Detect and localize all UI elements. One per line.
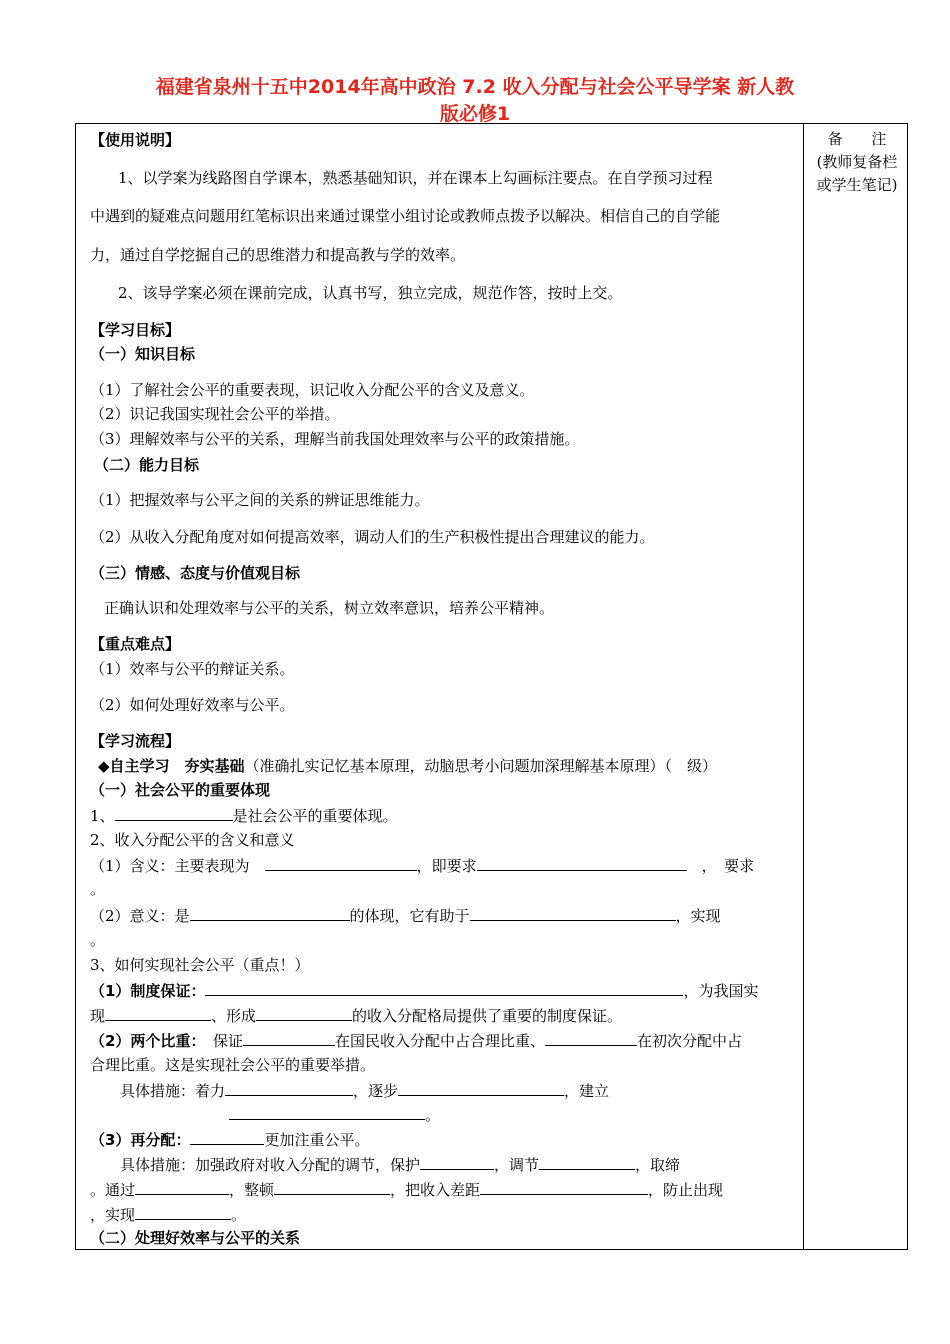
list-item: （2）识记我国实现社会公平的举措。 (90, 405, 340, 423)
answer-blank[interactable] (135, 1204, 231, 1220)
list-item: 正确认识和处理效率与公平的关系，树立效率意识，培养公平精神。 (104, 599, 555, 617)
answer-blank[interactable] (256, 1005, 352, 1021)
text-run: ，逐步 (353, 1082, 399, 1100)
answer-blank[interactable] (190, 905, 350, 921)
fill-line (90, 1030, 790, 1051)
title-line-1: 福建省泉州十五中2014年高中政治 7.2 收入分配与社会公平导学案 新人教 (155, 76, 795, 98)
fill-line (90, 1129, 790, 1150)
section-heading-flow: 【学习流程】 (90, 732, 181, 750)
list-item: （1）了解社会公平的重要表现，识记收入分配公平的含义及意义。 (90, 381, 535, 399)
answer-blank[interactable] (190, 1129, 264, 1145)
fill-line (90, 855, 790, 876)
text-run: ，调节 (494, 1156, 540, 1174)
answer-blank[interactable] (470, 905, 676, 921)
subheading-knowledge: （一）知识目标 (90, 345, 196, 363)
answer-blank[interactable] (135, 1179, 229, 1195)
answer-blank[interactable] (229, 1104, 425, 1120)
text-run: 的体现，它有助于 (349, 907, 470, 925)
text-run: （1）含义：主要表现为 (90, 857, 250, 875)
text-run: ， 要求 (701, 857, 755, 875)
notes-column (805, 124, 909, 197)
worksheet-table (75, 123, 908, 1250)
text-run: ，整顿 (229, 1181, 275, 1199)
answer-blank[interactable] (225, 1080, 353, 1096)
subheading-social-fairness: （一）社会公平的重要体现 (90, 781, 271, 799)
fill-line (120, 1080, 820, 1101)
list-item: （3）理解效率与公平的关系，理解当前我国处理效率与公平的政策措施。 (90, 430, 580, 448)
paragraph-line: 2、该导学案必须在课前完成，认真书写，独立完成，规范作答，按时上交。 (118, 284, 623, 302)
fill-line-continuation: 合理比重。这是实现社会公平的重要举措。 (90, 1056, 376, 1074)
answer-blank[interactable] (265, 855, 417, 871)
text-run: 。通过 (90, 1181, 136, 1199)
self-study-instruction: （准确扎实记忆基本原理，动脑思考小问题加深理解基本原理）（ 级） (244, 757, 718, 775)
section-heading-usage: 【使用说明】 (90, 131, 181, 149)
text-run: ，实现 (675, 907, 721, 925)
text-run: ，实现 (90, 1206, 136, 1224)
subheading-ability: （二）能力目标 (94, 456, 200, 474)
fill-line (90, 980, 790, 1001)
text-run: 在初次分配中占 (637, 1032, 743, 1050)
text-run: （2）两个比重： (90, 1032, 198, 1050)
text-run: 现 (90, 1007, 106, 1025)
document-title (70, 74, 880, 128)
text-run: ，为我国实 (683, 982, 759, 1000)
answer-blank[interactable] (545, 1030, 637, 1046)
text-run: （3）再分配： (90, 1131, 191, 1149)
fill-line (90, 1204, 790, 1225)
self-study-label: ◆自主学习 夯实基础 (98, 757, 245, 775)
text-run: ，建立 (564, 1082, 610, 1100)
self-study-line (98, 756, 798, 776)
fill-line (229, 1104, 929, 1125)
paragraph-line: 中遇到的疑难点问题用红笔标识出来通过课堂小组讨论或教师点拨予以解决。相信自己的自学能 (90, 207, 721, 225)
text-run: ，即要求 (416, 857, 477, 875)
fill-line (120, 1154, 820, 1175)
text-run: 具体措施：着力 (120, 1082, 226, 1100)
answer-blank[interactable] (420, 1154, 494, 1170)
section-heading-keypoints: 【重点难点】 (90, 635, 181, 653)
text-run: ，把收入差距 (390, 1181, 481, 1199)
fill-line-continuation: 。 (90, 880, 106, 898)
list-item: （2）从收入分配角度对如何提高效率，调动人们的生产积极性提出合理建议的能力。 (90, 528, 655, 546)
text-run: （2）意义：是 (90, 907, 190, 925)
answer-blank[interactable] (539, 1154, 635, 1170)
question-line: 2、收入分配公平的含义和意义 (90, 831, 295, 849)
list-item: （2）如何处理好效率与公平。 (90, 696, 295, 714)
content-column (76, 124, 803, 1249)
list-item: （1）把握效率与公平之间的关系的辨证思维能力。 (90, 491, 430, 509)
fill-line-continuation: 。 (90, 931, 106, 949)
text-run: 在国民收入分配中占合理比重、 (334, 1032, 545, 1050)
fill-line (90, 905, 790, 926)
text-run: 、形成 (211, 1007, 257, 1025)
list-item: （1）效率与公平的辩证关系。 (90, 660, 295, 678)
question-line: 3、如何实现社会公平（重点！） (90, 956, 310, 974)
title-line-2: 版必修1 (439, 103, 511, 125)
text-run: 具体措施：加强政府对收入分配的调节，保护 (120, 1156, 421, 1174)
text-run: （1）制度保证： (90, 982, 206, 1000)
notes-heading: 备 注 (827, 130, 899, 148)
fill-line (90, 1179, 790, 1200)
text-run: 1、 (90, 807, 115, 825)
text-run: ，取缔 (635, 1156, 681, 1174)
text-run: 。 (231, 1206, 247, 1224)
text-run: 是社会公平的重要体现。 (232, 807, 398, 825)
fill-line (90, 1005, 790, 1026)
answer-blank[interactable] (243, 1030, 335, 1046)
answer-blank[interactable] (274, 1179, 390, 1195)
text-run: 保证 (212, 1032, 243, 1050)
text-run: 更加注重公平。 (264, 1131, 370, 1149)
paragraph-line: 力，通过自学挖掘自己的思维潜力和提高教与学的效率。 (90, 246, 466, 264)
text-run: 的收入分配格局提供了重要的制度保证。 (352, 1007, 623, 1025)
subheading-efficiency-fairness: （二）处理好效率与公平的关系 (90, 1229, 301, 1247)
answer-blank[interactable] (205, 980, 683, 996)
notes-caption: (教师复备栏或学生笔记) (816, 153, 898, 194)
subheading-attitude: （三）情感、态度与价值观目标 (90, 564, 301, 582)
answer-blank[interactable] (398, 1080, 564, 1096)
section-heading-goals: 【学习目标】 (90, 321, 181, 339)
fill-line (90, 805, 790, 826)
answer-blank[interactable] (105, 1005, 211, 1021)
paragraph-line: 1、以学案为线路图自学课本，熟悉基础知识，并在课本上勾画标注要点。在自学预习过程 (118, 169, 713, 187)
text-run: ，防止出现 (648, 1181, 724, 1199)
answer-blank[interactable] (477, 855, 687, 871)
text-run: 。 (425, 1106, 441, 1124)
answer-blank[interactable] (480, 1179, 648, 1195)
answer-blank[interactable] (115, 805, 233, 821)
